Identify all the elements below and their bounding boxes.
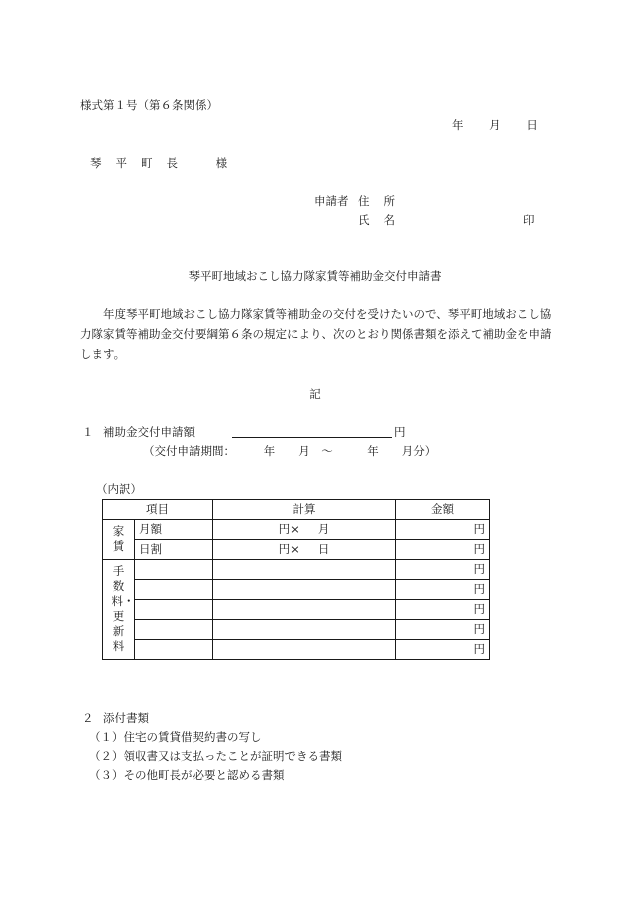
table-row — [103, 520, 490, 540]
year-label: 年 — [452, 118, 464, 132]
table-row — [103, 560, 490, 580]
addressee-honorific: 様 — [215, 156, 228, 170]
rent-item-daily: 日割 — [135, 540, 213, 560]
fee-amount: 円 — [396, 580, 490, 600]
fee-calc-cell — [213, 620, 396, 640]
fee-item-cell — [135, 640, 213, 660]
month-label: 月 — [489, 118, 501, 132]
ki-mark: 記 — [309, 387, 321, 401]
header-calculation: 計算 — [213, 500, 396, 520]
fee-group-cell — [103, 560, 135, 660]
date-line — [452, 117, 538, 133]
table-row — [103, 580, 490, 600]
addressee: 琴平町長 — [90, 156, 192, 170]
fee-calc-cell — [213, 560, 396, 580]
fee-amount: 円 — [396, 640, 490, 660]
calc-unit: 日 — [317, 542, 330, 556]
item1-unit: 円 — [394, 425, 406, 439]
fee-item-cell — [135, 560, 213, 580]
applicant-label: 申請者 — [314, 194, 349, 208]
fee-group-label: 手数料・更新料 — [111, 563, 135, 653]
item1-label: 補助金交付申請額 — [103, 425, 195, 439]
table-row — [103, 540, 490, 560]
header-amount: 金額 — [396, 500, 490, 520]
attachment-item-3: （３）その他町長が必要と認める書類 — [89, 768, 285, 782]
calc-yen-times: 円× — [278, 542, 300, 556]
rent-calc-monthly — [213, 520, 396, 540]
rent-group-cell — [103, 520, 135, 560]
attachment-item-2: （２）領収書又は支払ったことが証明できる書類 — [89, 749, 342, 763]
breakdown-caption: （内訳） — [96, 482, 142, 496]
table-header-row — [103, 500, 490, 520]
fee-amount: 円 — [396, 620, 490, 640]
fee-item-cell — [135, 620, 213, 640]
address-label: 住所 — [358, 194, 409, 208]
calc-yen-times: 円× — [278, 522, 300, 536]
rent-amount-daily: 円 — [396, 540, 490, 560]
rent-group-label: 家賃 — [112, 523, 125, 553]
form-number: 様式第１号（第６条関係） — [80, 98, 218, 112]
attachment-item-1: （１）住宅の賃貸借契約書の写し — [89, 730, 262, 744]
breakdown-table — [102, 499, 490, 660]
table-row — [103, 620, 490, 640]
item2-number: ２ — [82, 711, 94, 725]
fee-calc-cell — [213, 640, 396, 660]
fee-item-cell — [135, 600, 213, 620]
body-paragraph: 年度琴平町地域おこし協力隊家賃等補助金の交付を受けたいので、琴平町地域おこし協力隊家賃等補助金交付要綱第６条の規定により、次のとおり関係書類を添えて補助金を申請します。 — [80, 307, 552, 361]
item2-label: 添付書類 — [103, 711, 149, 725]
fee-calc-cell — [213, 600, 396, 620]
calc-unit: 月 — [317, 522, 330, 536]
name-label: 氏名 — [358, 213, 409, 227]
table-row — [103, 640, 490, 660]
application-period: （交付申請期間： 年 月 〜 年 月分） — [143, 444, 437, 458]
rent-item-monthly: 月額 — [135, 520, 213, 540]
document-title: 琴平町地域おこし協力隊家賃等補助金交付申請書 — [188, 269, 442, 283]
rent-calc-daily — [213, 540, 396, 560]
rent-amount-monthly: 円 — [396, 520, 490, 540]
table-row — [103, 600, 490, 620]
fee-item-cell — [135, 580, 213, 600]
header-item: 項目 — [103, 500, 213, 520]
amount-blank-line — [232, 437, 392, 438]
addressee-line — [90, 155, 227, 171]
day-label: 日 — [526, 118, 538, 132]
item1-number: １ — [82, 425, 94, 439]
fee-amount: 円 — [396, 560, 490, 580]
seal-mark: 印 — [523, 213, 535, 227]
fee-amount: 円 — [396, 600, 490, 620]
fee-calc-cell — [213, 580, 396, 600]
